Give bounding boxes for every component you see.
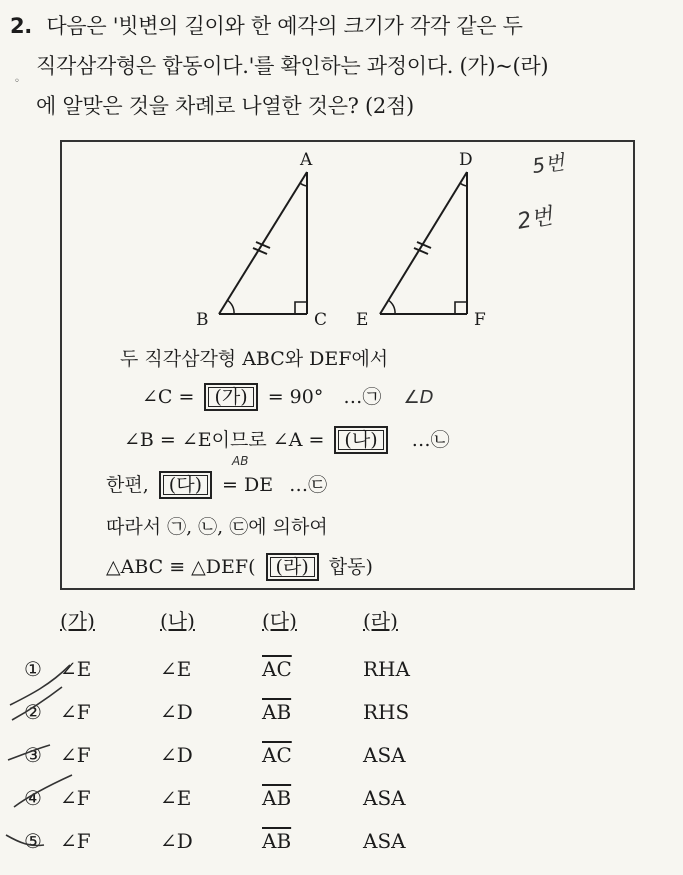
- choice-number: ⑤: [24, 829, 42, 853]
- vertex-a-label: A: [300, 150, 313, 170]
- vertex-f-label: F: [474, 310, 486, 330]
- handwritten-angle-d: ∠D: [403, 387, 434, 408]
- vertex-b-label: B: [196, 310, 209, 330]
- header-ra: (라): [363, 609, 398, 633]
- proof-line-3: [124, 425, 450, 454]
- mark-2: …㉡: [411, 429, 450, 451]
- handwritten-note-1: 5번: [530, 149, 566, 179]
- vertex-d-label: D: [459, 150, 473, 170]
- proof-text: △ABC ≡ △DEF(: [106, 556, 256, 578]
- choice-number: ④: [24, 786, 42, 810]
- choice-number: ③: [24, 743, 42, 767]
- mark-3: …㉢: [289, 474, 328, 496]
- choice-na: ∠D: [160, 743, 193, 767]
- choice-na: ∠E: [160, 657, 192, 681]
- proof-text: = DE: [222, 474, 274, 496]
- proof-text: = 90°: [267, 386, 324, 408]
- question-number: 2.: [10, 14, 32, 38]
- choice-na: ∠E: [160, 786, 192, 810]
- blank-na-box: (나): [334, 426, 387, 454]
- triangle-def: [380, 172, 467, 314]
- proof-line-6: [106, 552, 373, 581]
- choice-ga: ∠F: [60, 829, 91, 853]
- proof-text: 합동): [328, 556, 373, 578]
- choice-da: $\overline{AC}$: [262, 743, 292, 767]
- choice-ra: ASA: [363, 743, 406, 767]
- question-line-3: 에 알맞은 것을 차례로 나열한 것은? (2점): [36, 94, 414, 118]
- proof-text: ∠C =: [142, 386, 195, 408]
- proof-line-1: 두 직각삼각형 ABC와 DEF에서: [120, 348, 389, 370]
- handwritten-scribbles: [0, 645, 120, 875]
- choice-da: $\overline{AB}$: [262, 700, 292, 724]
- proof-line-4: [106, 470, 327, 499]
- handwritten-ab-note: AB: [232, 454, 249, 468]
- choice-ga: ∠F: [60, 700, 91, 724]
- figure-box: [60, 140, 635, 590]
- header-na: (나): [160, 609, 195, 633]
- blank-ra-box: (라): [266, 553, 319, 581]
- question-line-1: [10, 10, 523, 40]
- choice-number: ①: [24, 657, 42, 681]
- choice-number: ②: [24, 700, 42, 724]
- proof-text: 한편,: [106, 474, 149, 496]
- question-text-1: 다음은 '빗변의 길이와 한 예각의 크기가 각각 같은 두: [46, 14, 523, 38]
- mark-1: …㉠: [343, 386, 382, 408]
- choice-da: $\overline{AC}$: [262, 657, 292, 681]
- choice-na: ∠D: [160, 829, 193, 853]
- choice-ra: ASA: [363, 829, 406, 853]
- choice-ra: ASA: [363, 786, 406, 810]
- question-line-2: 직각삼각형은 합동이다.'를 확인하는 과정이다. (가)~(라): [36, 54, 549, 78]
- choice-ga: ∠F: [60, 786, 91, 810]
- vertex-e-label: E: [356, 310, 369, 330]
- vertex-c-label: C: [314, 310, 328, 330]
- proof-line-5: 따라서 ㉠, ㉡, ㉢에 의하여: [106, 516, 328, 538]
- choice-da: $\overline{AB}$: [262, 829, 292, 853]
- header-ga: (가): [60, 609, 95, 633]
- header-da: (다): [262, 609, 297, 633]
- proof-line-2: [142, 382, 433, 411]
- proof-text: ∠B = ∠E이므로 ∠A =: [124, 429, 325, 451]
- choice-ra: RHA: [363, 657, 410, 681]
- choice-ra: RHS: [363, 700, 410, 724]
- choice-ga: ∠E: [60, 657, 92, 681]
- blank-da-box: (다): [159, 471, 212, 499]
- choice-ga: ∠F: [60, 743, 91, 767]
- triangle-abc: [219, 172, 307, 314]
- answer-choices: [0, 605, 683, 872]
- choice-na: ∠D: [160, 700, 193, 724]
- handwritten-note-2: 2번: [515, 204, 555, 235]
- stray-mark: ◦: [14, 76, 20, 87]
- blank-ga-box: (가): [204, 383, 257, 411]
- choice-da: $\overline{AB}$: [262, 786, 292, 810]
